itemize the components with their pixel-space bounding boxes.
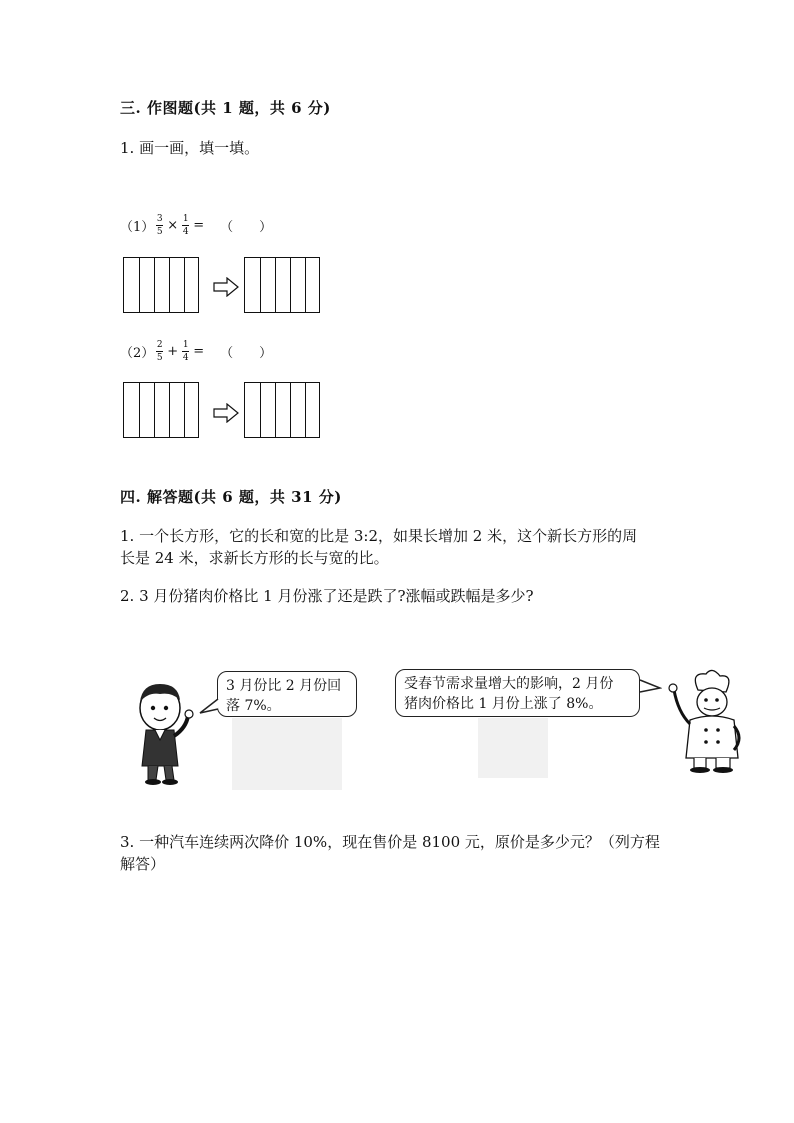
faded-background-pattern bbox=[232, 718, 342, 790]
bubble-right-line1: 受春节需求量增大的影响，2 月份 bbox=[404, 676, 614, 692]
question-4-3-line1: 3. 一种汽车连续两次降价 10%，现在售价是 8100 元，原价是多少元？（列方程 bbox=[120, 833, 660, 851]
sub-label: （2） bbox=[120, 346, 155, 361]
fraction-a bbox=[156, 214, 163, 237]
speech-bubble-right bbox=[395, 669, 640, 717]
operator: + bbox=[167, 344, 179, 359]
bubble-tail-icon bbox=[638, 678, 662, 696]
fraction-grid-left-2 bbox=[123, 382, 199, 438]
fraction-b bbox=[182, 214, 189, 237]
sub-question-1 bbox=[120, 214, 272, 237]
fraction-grid-right-2 bbox=[244, 382, 320, 438]
denominator: 5 bbox=[156, 227, 163, 237]
sub-label: （1） bbox=[120, 220, 155, 235]
fraction-grid-left-1 bbox=[123, 257, 199, 313]
faded-background-pattern bbox=[478, 718, 548, 778]
boy-figure-icon bbox=[128, 678, 208, 788]
denominator: 4 bbox=[182, 353, 189, 363]
answer-blank: （ ） bbox=[220, 346, 273, 361]
numerator: 1 bbox=[182, 214, 189, 224]
speech-bubble-left bbox=[217, 671, 357, 717]
fraction-grid-right-1 bbox=[244, 257, 320, 313]
right-arrow-icon bbox=[213, 403, 239, 423]
numerator: 1 bbox=[182, 340, 189, 350]
sub-question-2 bbox=[120, 340, 272, 363]
equals-sign: = bbox=[193, 218, 205, 233]
right-arrow-icon bbox=[213, 277, 239, 297]
denominator: 4 bbox=[182, 227, 189, 237]
question-4-2: 2. 3 月份猪肉价格比 1 月份涨了还是跌了?涨幅或跌幅是多少? bbox=[120, 587, 534, 605]
section3-heading: 三. 作图题(共 1 题，共 6 分) bbox=[120, 99, 331, 117]
fraction-a bbox=[156, 340, 163, 363]
bubble-tail-icon bbox=[198, 697, 220, 717]
question-4-1-line2: 长是 24 米，求新长方形的长与宽的比。 bbox=[120, 549, 389, 567]
fraction-b bbox=[182, 340, 189, 363]
bubble-left-line2: 落 7%。 bbox=[226, 698, 281, 714]
question-3-1: 1. 画一画，填一填。 bbox=[120, 139, 260, 157]
numerator: 2 bbox=[156, 340, 163, 350]
operator: × bbox=[167, 218, 179, 233]
denominator: 5 bbox=[156, 353, 163, 363]
chef-figure-icon bbox=[660, 668, 750, 778]
answer-blank: （ ） bbox=[220, 220, 273, 235]
question-4-3-line2: 解答） bbox=[120, 855, 166, 873]
equals-sign: = bbox=[193, 344, 205, 359]
bubble-left-line1: 3 月份比 2 月份回 bbox=[226, 678, 342, 694]
bubble-right-line2: 猪肉价格比 1 月份上涨了 8%。 bbox=[404, 696, 603, 712]
numerator: 3 bbox=[156, 214, 163, 224]
section4-heading: 四. 解答题(共 6 题，共 31 分) bbox=[120, 488, 342, 506]
question-4-1-line1: 1. 一个长方形，它的长和宽的比是 3:2，如果长增加 2 米，这个新长方形的周 bbox=[120, 527, 638, 545]
